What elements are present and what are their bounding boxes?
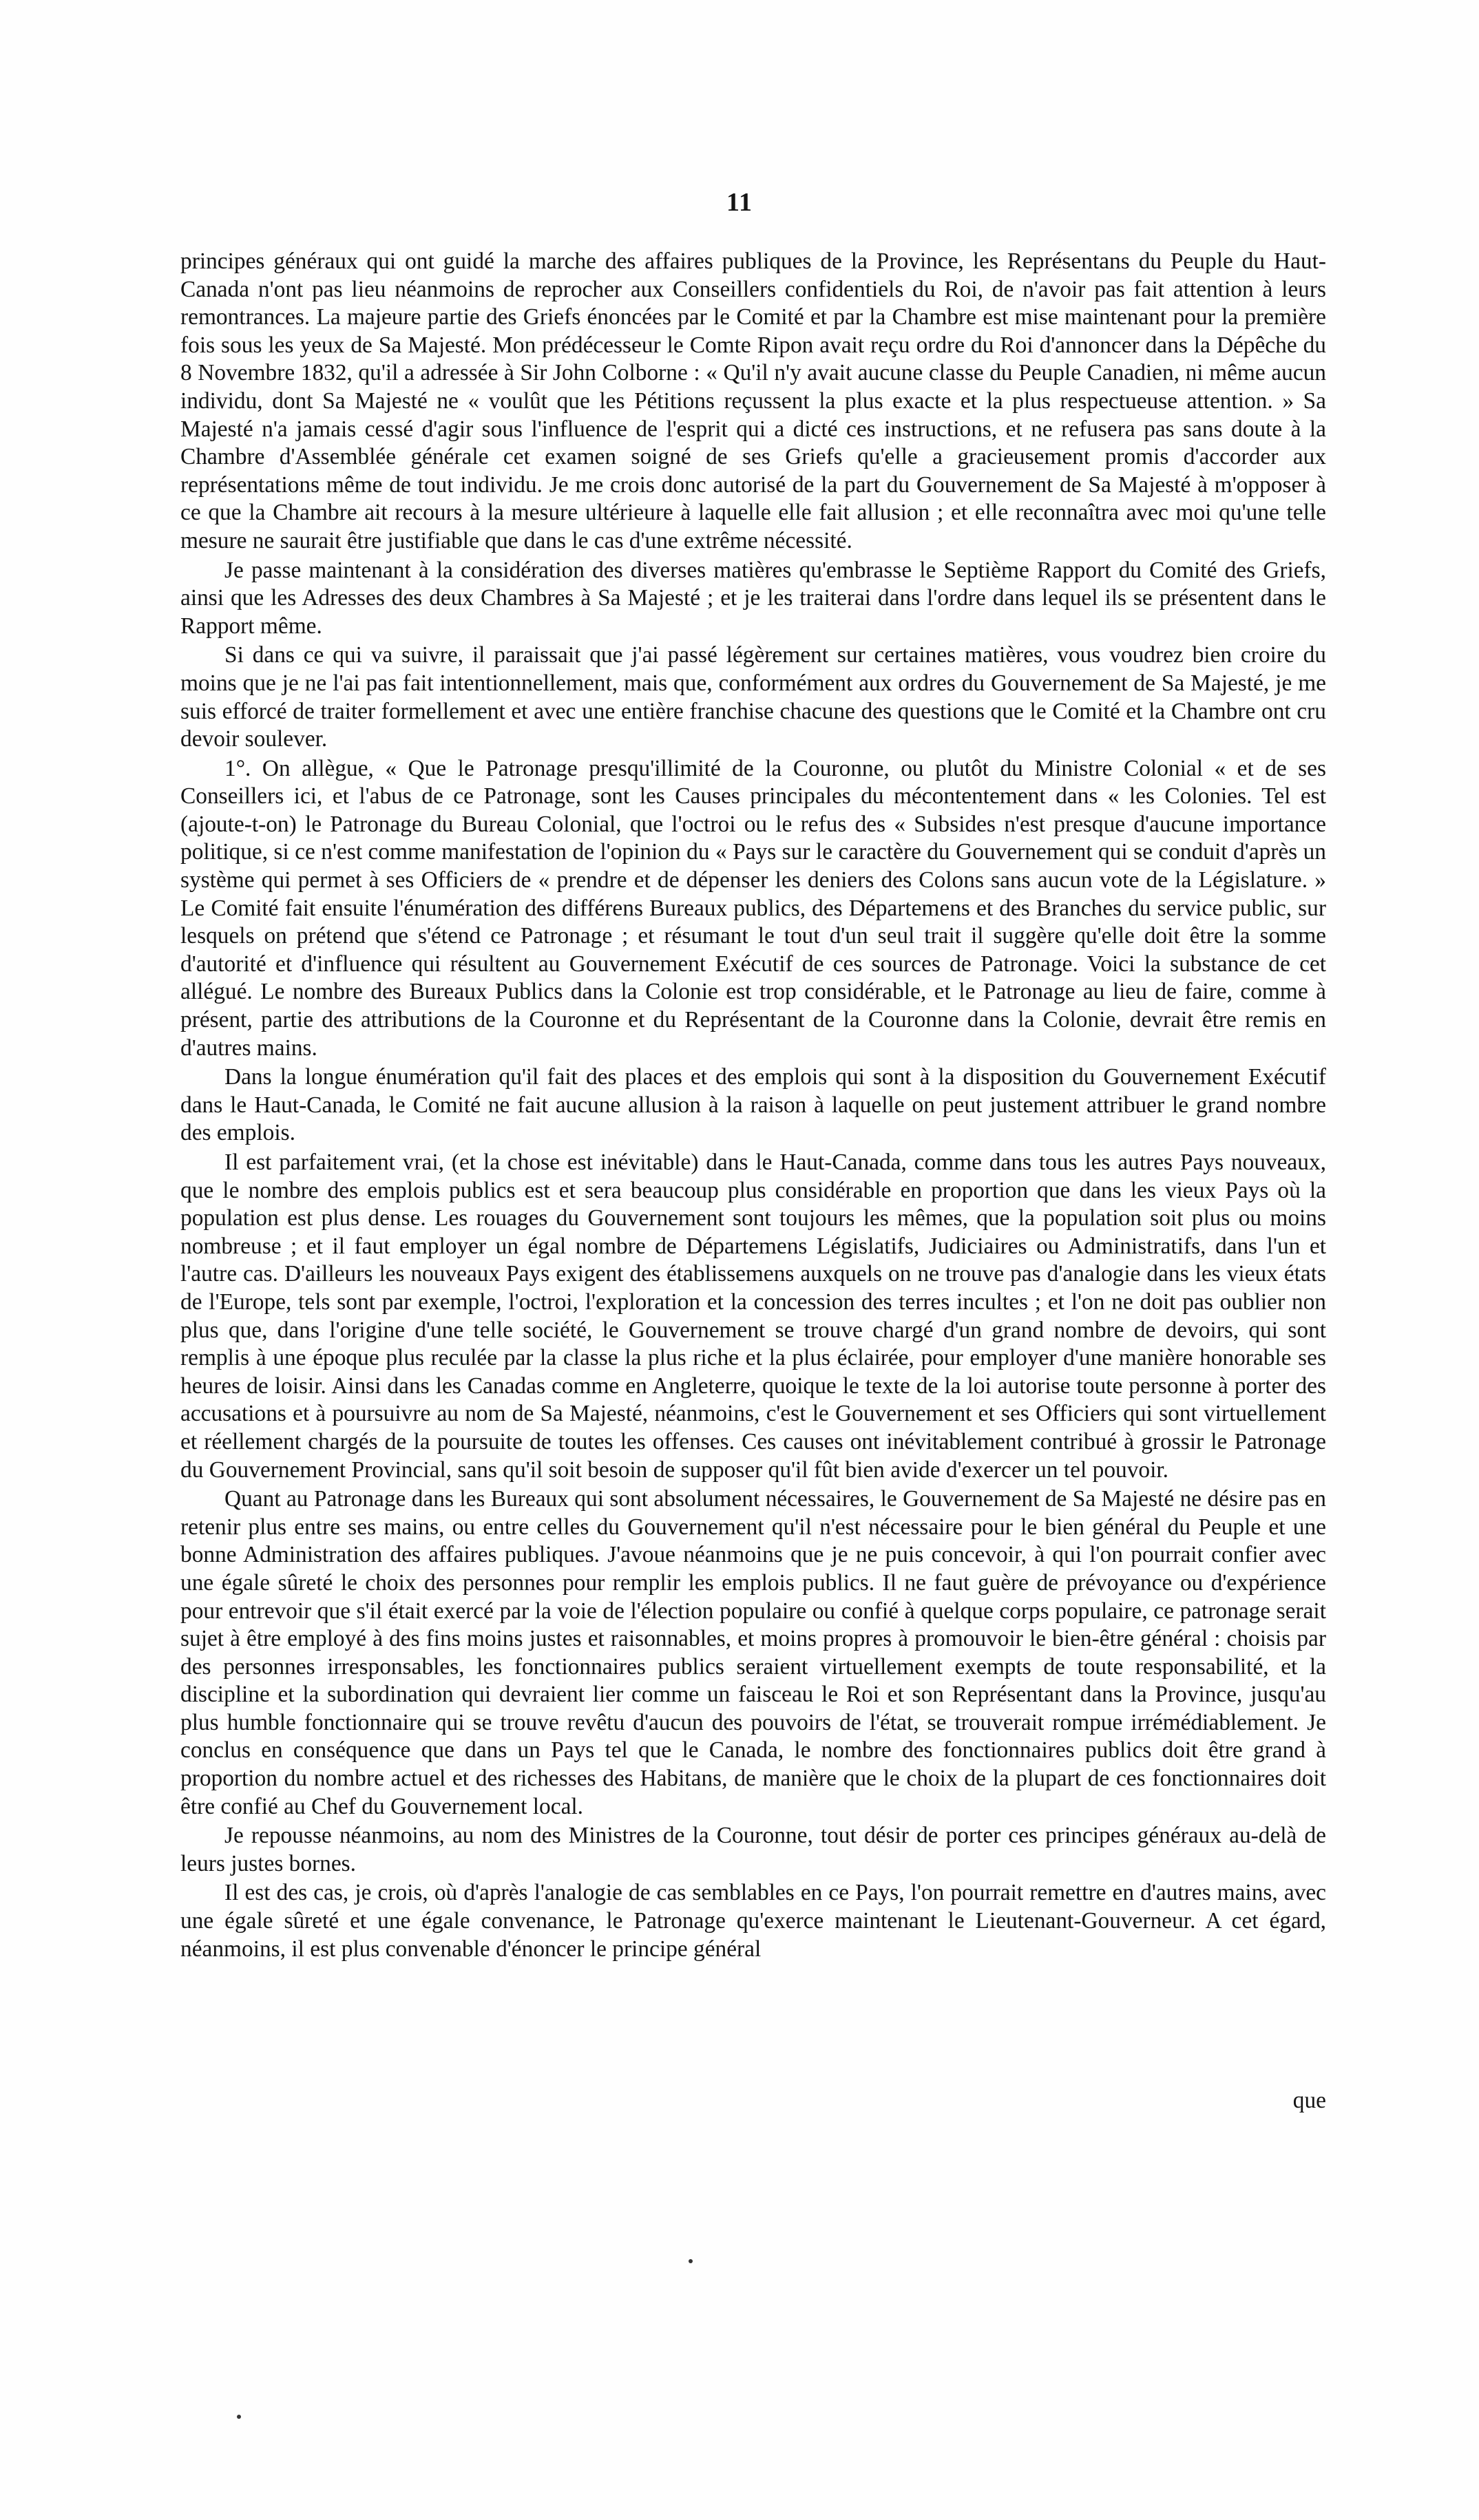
paragraph: Je passe maintenant à la considération des diverses matières qu'embrasse le Septième Rapport du Comité des Griefs, ainsi que les Adresses des deux Chambres à Sa Majesté ; et je les traiterai dans l'ordre dans lequel ils se présentent dans le Rapport même. [180, 557, 1326, 639]
catchword: que [1292, 2088, 1326, 2113]
paragraph-continuation: principes généraux qui ont guidé la marche des affaires publiques de la Province, les Représentans du Peuple du Haut-Canada n'ont pas lieu néanmoins de reprocher aux Conseillers confidentiels du Roi, de n'avoir pas fait attention à leurs remontrances. La majeure partie des Griefs énoncées par le Comité et par la Chambre est mise maintenant pour la première fois sous les yeux de Sa Majesté. Mon prédécesseur le Comte Ripon avait reçu ordre du Roi d'annoncer dans la Dépêche du 8 Novembre 1832, qu'il a adressée à Sir John Colborne : « Qu'il n'y avait aucune classe du Peuple Canadien, ni même aucun individu, dont Sa Majesté ne « voulût que les Pétitions reçussent la plus exacte et la plus respectueuse attention. » Sa Majesté n'a jamais cessé d'agir sous l'influence de l'esprit qui a dicté ces instructions, et ne refusera pas sans doute à la Chambre d'Assemblée générale cet examen soigné de ses Griefs qu'elle a gracieusement promis d'accorder aux représentations même de tout individu. Je me crois donc autorisé de la part du Gouvernement de Sa Majesté à m'opposer à ce que la Chambre ait recours à la mesure ultérieure à laquelle elle fait allusion ; et elle reconnaîtra avec moi qu'une telle mesure ne saurait être justifiable que dans le cas d'une extrême nécessité. [180, 248, 1326, 553]
ink-speck [237, 2415, 241, 2419]
paragraph: Dans la longue énumération qu'il fait des places et des emplois qui sont à la disposition du Gouvernement Exécutif dans le Haut-Canada, le Comité ne fait aucune allusion à la raison à laquelle on peut justement attribuer le grand nombre des emplois. [180, 1064, 1326, 1146]
page-number: 11 [726, 188, 753, 217]
document-body [180, 248, 1326, 1963]
paragraph: Je repousse néanmoins, au nom des Ministres de la Couronne, tout désir de porter ces principes généraux au-delà de leurs justes bornes. [180, 1823, 1326, 1876]
paragraph: Si dans ce qui va suivre, il paraissait que j'ai passé légèrement sur certaines matières, vous voudrez bien croire du moins que je ne l'ai pas fait intentionnellement, mais que, conformément aux ordres du Gouvernement de Sa Majesté, je me suis efforcé de traiter formellement et avec une entière franchise chacune des questions que le Comité et la Chambre ont cru devoir soulever. [180, 642, 1326, 752]
paragraph-item-1: 1°. On allègue, « Que le Patronage presqu'illimité de la Couronne, ou plutôt du Ministre Colonial « et de ses Conseillers ici, et l'abus de ce Patronage, sont les Causes principales du mécontentement dans « les Colonies. Tel est (ajoute-t-on) le Patronage du Bureau Colonial, que l'octroi ou le refus des « Subsides n'est presque d'aucune importance politique, si ce n'est comme manifestation de l'opinion du « Pays sur le caractère du Gouvernement qui se conduit d'après un système qui permet à ses Officiers de « prendre et de dépenser les deniers des Colons sans aucun vote de la Législature. » Le Comité fait ensuite l'énumération des différens Bureaux publics, des Départemens et des Branches du service public, sur lesquels on prétend que s'étend ce Patronage ; et résumant le tout d'un seul trait il suggère qu'elle doit être la somme d'autorité et d'influence qui résultent au Gouvernement Exécutif de ces sources de Patronage. Voici la substance de cet allégué. Le nombre des Bureaux Publics dans la Colonie est trop considérable, et le Patronage au lieu de faire, comme à présent, partie des attributions de la Couronne et du Représentant de la Couronne dans la Colonie, devrait être remis en d'autres mains. [180, 755, 1326, 1061]
ink-speck [689, 2259, 693, 2263]
paragraph: Il est des cas, je crois, où d'après l'analogie de cas semblables en ce Pays, l'on pourrait remettre en d'autres mains, avec une égale sûreté et une égale convenance, le Patronage qu'exerce maintenant le Lieutenant-Gouverneur. A cet égard, néanmoins, il est plus convenable d'énoncer le principe général [180, 1880, 1326, 1962]
paragraph: Il est parfaitement vrai, (et la chose est inévitable) dans le Haut-Canada, comme dans tous les autres Pays nouveaux, que le nombre des emplois publics est et sera beaucoup plus considérable en proportion que dans les vieux Pays où la population est plus dense. Les rouages du Gouvernement sont toujours les mêmes, que la population soit plus ou moins nombreuse ; et il faut employer un égal nombre de Départemens Législatifs, Judiciaires ou Administratifs, dans l'un et l'autre cas. D'ailleurs les nouveaux Pays exigent des établissemens auxquels on ne trouve pas d'analogie dans les vieux états de l'Europe, tels sont par exemple, l'octroi, l'exploration et la concession des terres incultes ; et l'on ne doit pas oublier non plus que, dans l'origine d'une telle société, le Gouvernement se trouve chargé d'un grand nombre de devoirs, qui sont remplis à une époque plus reculée par la classe la plus riche et la plus éclairée, pour employer d'une manière honorable ses heures de loisir. Ainsi dans les Canadas comme en Angleterre, quoique le texte de la loi autorise toute personne à porter des accusations et à poursuivre au nom de Sa Majesté, néanmoins, c'est le Gouvernement et ses Officiers qui sont virtuellement et réellement chargés de la poursuite de toutes les offenses. Ces causes ont inévitablement contribué à grossir le Patronage du Gouvernement Provincial, sans qu'il soit besoin de supposer qu'il fût bien avide d'exercer un tel pouvoir. [180, 1150, 1326, 1483]
paragraph: Quant au Patronage dans les Bureaux qui sont absolument nécessaires, le Gouvernement de Sa Majesté ne désire pas en retenir plus entre ses mains, ou entre celles du Gouvernement qu'il n'est nécessaire pour le bien général du Peuple et une bonne Administration des affaires publiques. J'avoue néanmoins que je ne puis concevoir, à qui l'on pourrait confier avec une égale sûreté le choix des personnes pour remplir les emplois publics. Il ne faut guère de prévoyance ou d'expérience pour entrevoir que s'il était exercé par la voie de l'élection populaire ou confié à quelque corps populaire, ce patronage serait sujet à être employé à des fins moins justes et raisonnables, et moins propres à promouvoir le bien-être général : choisis par des personnes irresponsables, les fonctionnaires publics seraient virtuellement exempts de toute responsabilité, et la discipline et la subordination qui devraient lier comme un faisceau le Roi et son Représentant dans la Province, jusqu'au plus humble fonctionnaire qui se trouve revêtu d'aucun des pouvoirs de l'état, se trouverait rompue irrémédiablement. Je conclus en conséquence que dans un Pays tel que le Canada, le nombre des fonctionnaires publics doit être grand à proportion du nombre actuel et des richesses des Habitans, de manière que le choix de la plupart de ces fonctionnaires doit être confié au Chef du Gouvernement local. [180, 1486, 1326, 1819]
